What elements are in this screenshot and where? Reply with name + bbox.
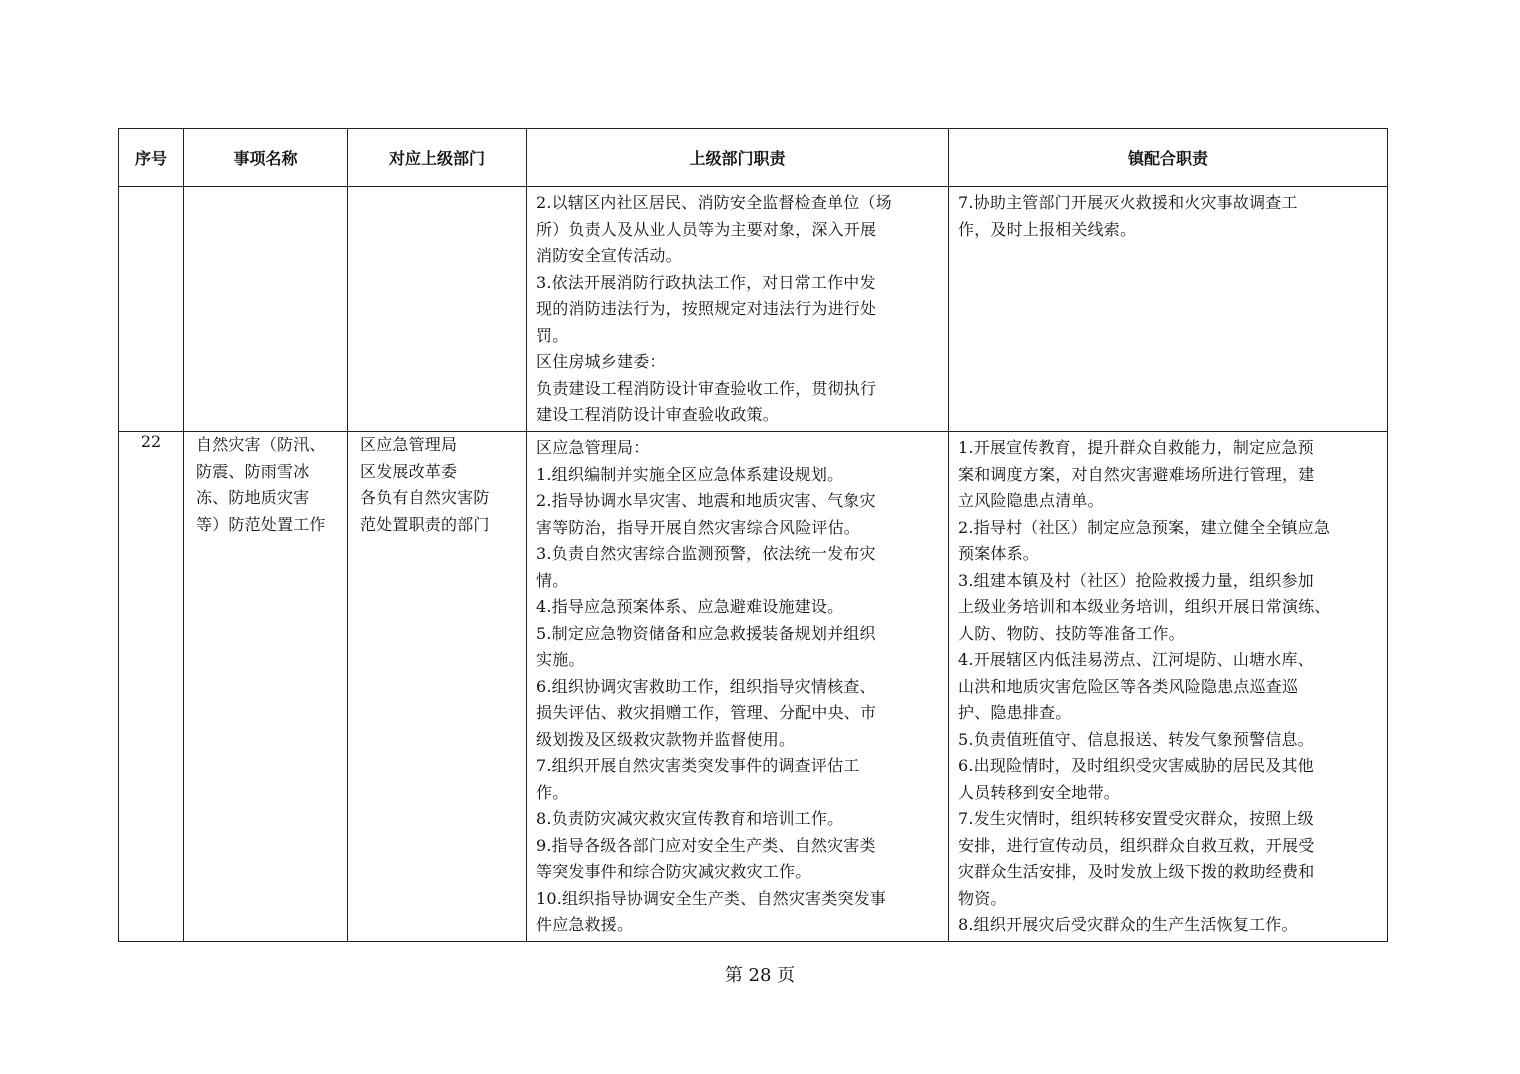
text-line: 立风险隐患点清单。 <box>958 491 1104 510</box>
text-line: 8.负责防灾减灾救灾宣传教育和培训工作。 <box>536 809 844 828</box>
text-line: 区应急管理局： <box>536 438 650 457</box>
text-line: 各负有自然灾害防 <box>360 488 490 507</box>
text-line: 4.指导应急预案体系、应急避难设施建设。 <box>536 597 844 616</box>
table-row <box>119 432 1388 942</box>
text-line: 级划拨及区级救灾款物并监督使用。 <box>536 729 796 749</box>
text-line: 灾群众生活安排，及时发放上级下拨的救助经费和 <box>958 862 1315 881</box>
text-line: 上级业务培训和本级业务培训，组织开展日常演练、 <box>958 597 1331 616</box>
text-line: 5.制定应急物资储备和应急救援装备规划并组织 <box>536 623 876 643</box>
text-line: 护、隐患排查。 <box>958 703 1072 722</box>
header-superior-duty: 上级部门职责 <box>527 129 949 187</box>
text-line: 2.以辖区内社区居民、消防安全监督检查单位（场 <box>536 193 892 212</box>
text-line: 实施。 <box>536 650 585 669</box>
row-item-name <box>184 432 348 942</box>
text-line: 自然灾害（防汛、 <box>196 435 326 454</box>
text-line: 8.组织开展灾后受灾群众的生产生活恢复工作。 <box>958 915 1298 934</box>
text-line: 6.组织协调灾害救助工作，组织指导灾情核查、 <box>536 676 876 696</box>
text-line: 防震、防雨雪冰 <box>196 461 310 481</box>
text-line: 安排，进行宣传动员，组织群众自救互救，开展受 <box>958 835 1315 855</box>
text-line: 7.组织开展自然灾害类突发事件的调查评估工 <box>536 756 860 775</box>
text-line: 人防、物防、技防等准备工作。 <box>958 623 1185 643</box>
text-line: 区住房城乡建委： <box>536 352 666 371</box>
text-line: 7.协助主管部门开展灭火救援和火灾事故调查工 <box>958 193 1298 212</box>
row-town-duty <box>949 432 1388 942</box>
text-line: 5.负责值班值守、信息报送、转发气象预警信息。 <box>958 729 1314 749</box>
text-line: 9.指导各级各部门应对安全生产类、自然灾害类 <box>536 835 876 855</box>
text-line: 作。 <box>536 782 569 802</box>
text-line: 2.指导村（社区）制定应急预案，建立健全全镇应急 <box>958 517 1331 537</box>
text-line: 3.依法开展消防行政执法工作，对日常工作中发 <box>536 272 876 292</box>
row-item-name <box>184 187 348 432</box>
header-seq: 序号 <box>119 129 184 187</box>
row-superior-duty <box>527 187 949 432</box>
row-seq: 22 <box>119 432 184 942</box>
text-line: 10.组织指导协调安全生产类、自然灾害类突发事 <box>536 888 887 908</box>
page-number: 第 28 页 <box>724 965 796 986</box>
text-line: 4.开展辖区内低洼易涝点、江河堤防、山塘水库、 <box>958 650 1314 669</box>
responsibility-table <box>118 128 1388 942</box>
text-line: 1.组织编制并实施全区应急体系建设规划。 <box>536 464 844 484</box>
row-superior-dept <box>348 432 527 942</box>
text-line: 作，及时上报相关线索。 <box>958 219 1137 239</box>
text-line: 6.出现险情时，及时组织受灾害威胁的居民及其他 <box>958 756 1314 775</box>
row-town-duty <box>949 187 1388 432</box>
table-header-row <box>119 129 1388 187</box>
text-line: 罚。 <box>536 325 569 345</box>
text-line: 2.指导协调水旱灾害、地震和地质灾害、气象灾 <box>536 491 876 510</box>
text-line: 7.发生灾情时，组织转移安置受灾群众，按照上级 <box>958 809 1314 828</box>
text-line: 范处置职责的部门 <box>360 514 490 534</box>
text-line: 人员转移到安全地带。 <box>958 782 1121 802</box>
text-line: 预案体系。 <box>958 544 1040 563</box>
text-line: 现的消防违法行为，按照规定对违法行为进行处 <box>536 299 877 318</box>
text-line: 冻、防地质灾害 <box>196 488 310 507</box>
text-line: 消防安全宣传活动。 <box>536 246 682 265</box>
table-row <box>119 187 1388 432</box>
text-line: 物资。 <box>958 888 1007 908</box>
header-superior-dept: 对应上级部门 <box>348 129 527 187</box>
text-line: 件应急救援。 <box>536 915 634 934</box>
header-town-duty: 镇配合职责 <box>949 129 1388 187</box>
header-item-name: 事项名称 <box>184 129 348 187</box>
text-line: 1.开展宣传教育，提升群众自救能力，制定应急预 <box>958 438 1314 457</box>
row-seq <box>119 187 184 432</box>
text-line: 等突发事件和综合防灾减灾救灾工作。 <box>536 862 812 881</box>
text-line: 3.组建本镇及村（社区）抢险救援力量，组织参加 <box>958 570 1314 590</box>
text-line: 案和调度方案，对自然灾害避难场所进行管理，建 <box>958 464 1315 484</box>
text-line: 所）负责人及从业人员等为主要对象，深入开展 <box>536 219 877 239</box>
row-superior-duty <box>527 432 949 942</box>
text-line: 区发展改革委 <box>360 461 458 481</box>
text-line: 害等防治，指导开展自然灾害综合风险评估。 <box>536 517 861 537</box>
text-line: 负责建设工程消防设计审查验收工作，贯彻执行 <box>536 378 877 398</box>
text-line: 建设工程消防设计审查验收政策。 <box>536 405 780 424</box>
text-line: 损失评估、救灾捐赠工作，管理、分配中央、市 <box>536 703 877 722</box>
text-line: 山洪和地质灾害危险区等各类风险隐患点巡查巡 <box>958 676 1299 696</box>
text-line: 3.负责自然灾害综合监测预警，依法统一发布灾 <box>536 544 876 563</box>
text-line: 等）防范处置工作 <box>196 514 326 534</box>
text-line: 区应急管理局 <box>360 435 458 454</box>
row-superior-dept <box>348 187 527 432</box>
text-line: 情。 <box>536 570 569 590</box>
